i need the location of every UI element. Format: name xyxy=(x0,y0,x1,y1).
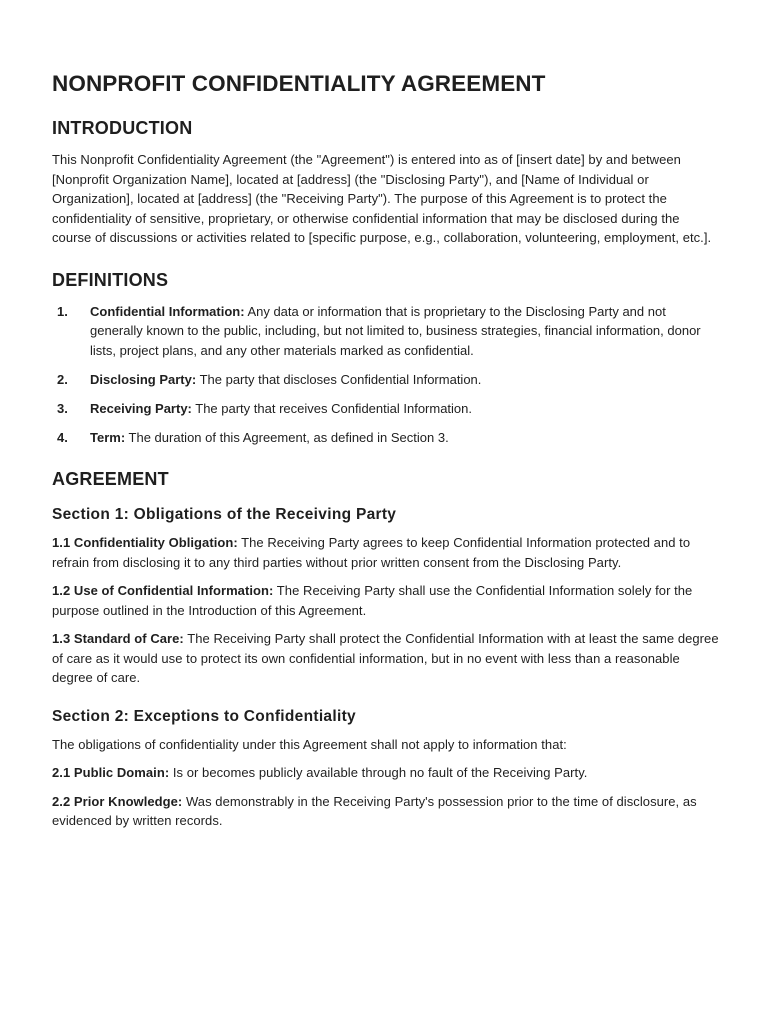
agreement-heading: AGREEMENT xyxy=(52,469,169,489)
clause-text: Was demonstrably in the Receiving Party's possession prior to the time of disclosure, as evidenced by written records. xyxy=(52,793,697,828)
definition-number: 4. xyxy=(57,429,68,445)
clause-label: 1.1 Confidentiality Obligation: xyxy=(52,535,238,550)
document-page xyxy=(52,70,720,840)
clause-1-2 xyxy=(52,581,720,620)
definition-item xyxy=(52,428,720,448)
clause-label: 2.1 Public Domain: xyxy=(52,765,170,780)
clause-1-1 xyxy=(52,533,720,572)
clause-text: The Receiving Party agrees to keep Confidential Information protected and to refrain from disclosing it to any third parties without prior written consent from the Disclosing Party. xyxy=(52,535,691,570)
clause-text: Is or becomes publicly available through no fault of the Receiving Party. xyxy=(169,765,588,780)
section-2-intro: The obligations of confidentiality under this Agreement shall not apply to information that: xyxy=(52,736,567,752)
definition-text: Any data or information that is proprietary to the Disclosing Party and not generally known to the public, including, but not limited to, business strategies, financial information, donor lists, project plans, and any other materials marked as confidential. xyxy=(90,303,701,358)
section-1-heading: Section 1: Obligations of the Receiving Party xyxy=(52,506,397,523)
definition-number: 3. xyxy=(57,400,68,416)
definition-term: Term: xyxy=(90,429,126,445)
definition-item xyxy=(52,370,720,390)
introduction-text: This Nonprofit Confidentiality Agreement (the "Agreement") is entered into as of [insert date] by and between [Nonprofit Organization Name], located at [address] (the "Disclosing Party"), and [Name of Individual or Organization], located at [address] (the "Receiving Party"). The purpose of this Agreement is to protect the confidentiality of sensitive, proprietary, or otherwise confidential information that may be disclosed during the course of discussions or activities related to [specific purpose, e.g., collaboration, volunteering, employment, etc.]. xyxy=(52,152,712,245)
clause-2-1 xyxy=(52,763,720,783)
clause-label: 2.2 Prior Knowledge: xyxy=(52,793,183,809)
clause-label: 1.2 Use of Confidential Information: xyxy=(52,583,274,598)
section-2-heading: Section 2: Exceptions to Confidentiality xyxy=(52,707,356,725)
definition-text: The party that discloses Confidential Information. xyxy=(196,371,482,387)
clause-2-2 xyxy=(52,792,720,831)
definition-term: Confidential Information: xyxy=(90,303,245,319)
clause-1-3 xyxy=(52,629,720,688)
document-title: NONPROFIT CONFIDENTIALITY AGREEMENT xyxy=(52,71,546,96)
clause-label: 1.3 Standard of Care: xyxy=(52,631,184,646)
definition-term: Disclosing Party: xyxy=(90,371,197,387)
definition-number: 1. xyxy=(57,303,68,319)
definition-text: The duration of this Agreement, as defined in Section 3. xyxy=(125,429,449,445)
definition-term: Receiving Party: xyxy=(90,400,192,416)
clause-text: The Receiving Party shall use the Confidential Information solely for the purpose outlined in the Introduction of this Agreement. xyxy=(52,583,693,618)
definition-number: 2. xyxy=(57,371,68,387)
definitions-list xyxy=(52,302,720,448)
definitions-heading: DEFINITIONS xyxy=(52,269,169,290)
definition-item xyxy=(52,399,720,419)
definition-item xyxy=(52,302,720,361)
clause-text: The Receiving Party shall protect the Confidential Information with at least the same degree of care as it would use to protect its own confidential information, but in no event with less than a reasonable degree of care. xyxy=(52,631,719,685)
introduction-heading: INTRODUCTION xyxy=(52,118,193,138)
definition-text: The party that receives Confidential Information. xyxy=(191,400,473,416)
